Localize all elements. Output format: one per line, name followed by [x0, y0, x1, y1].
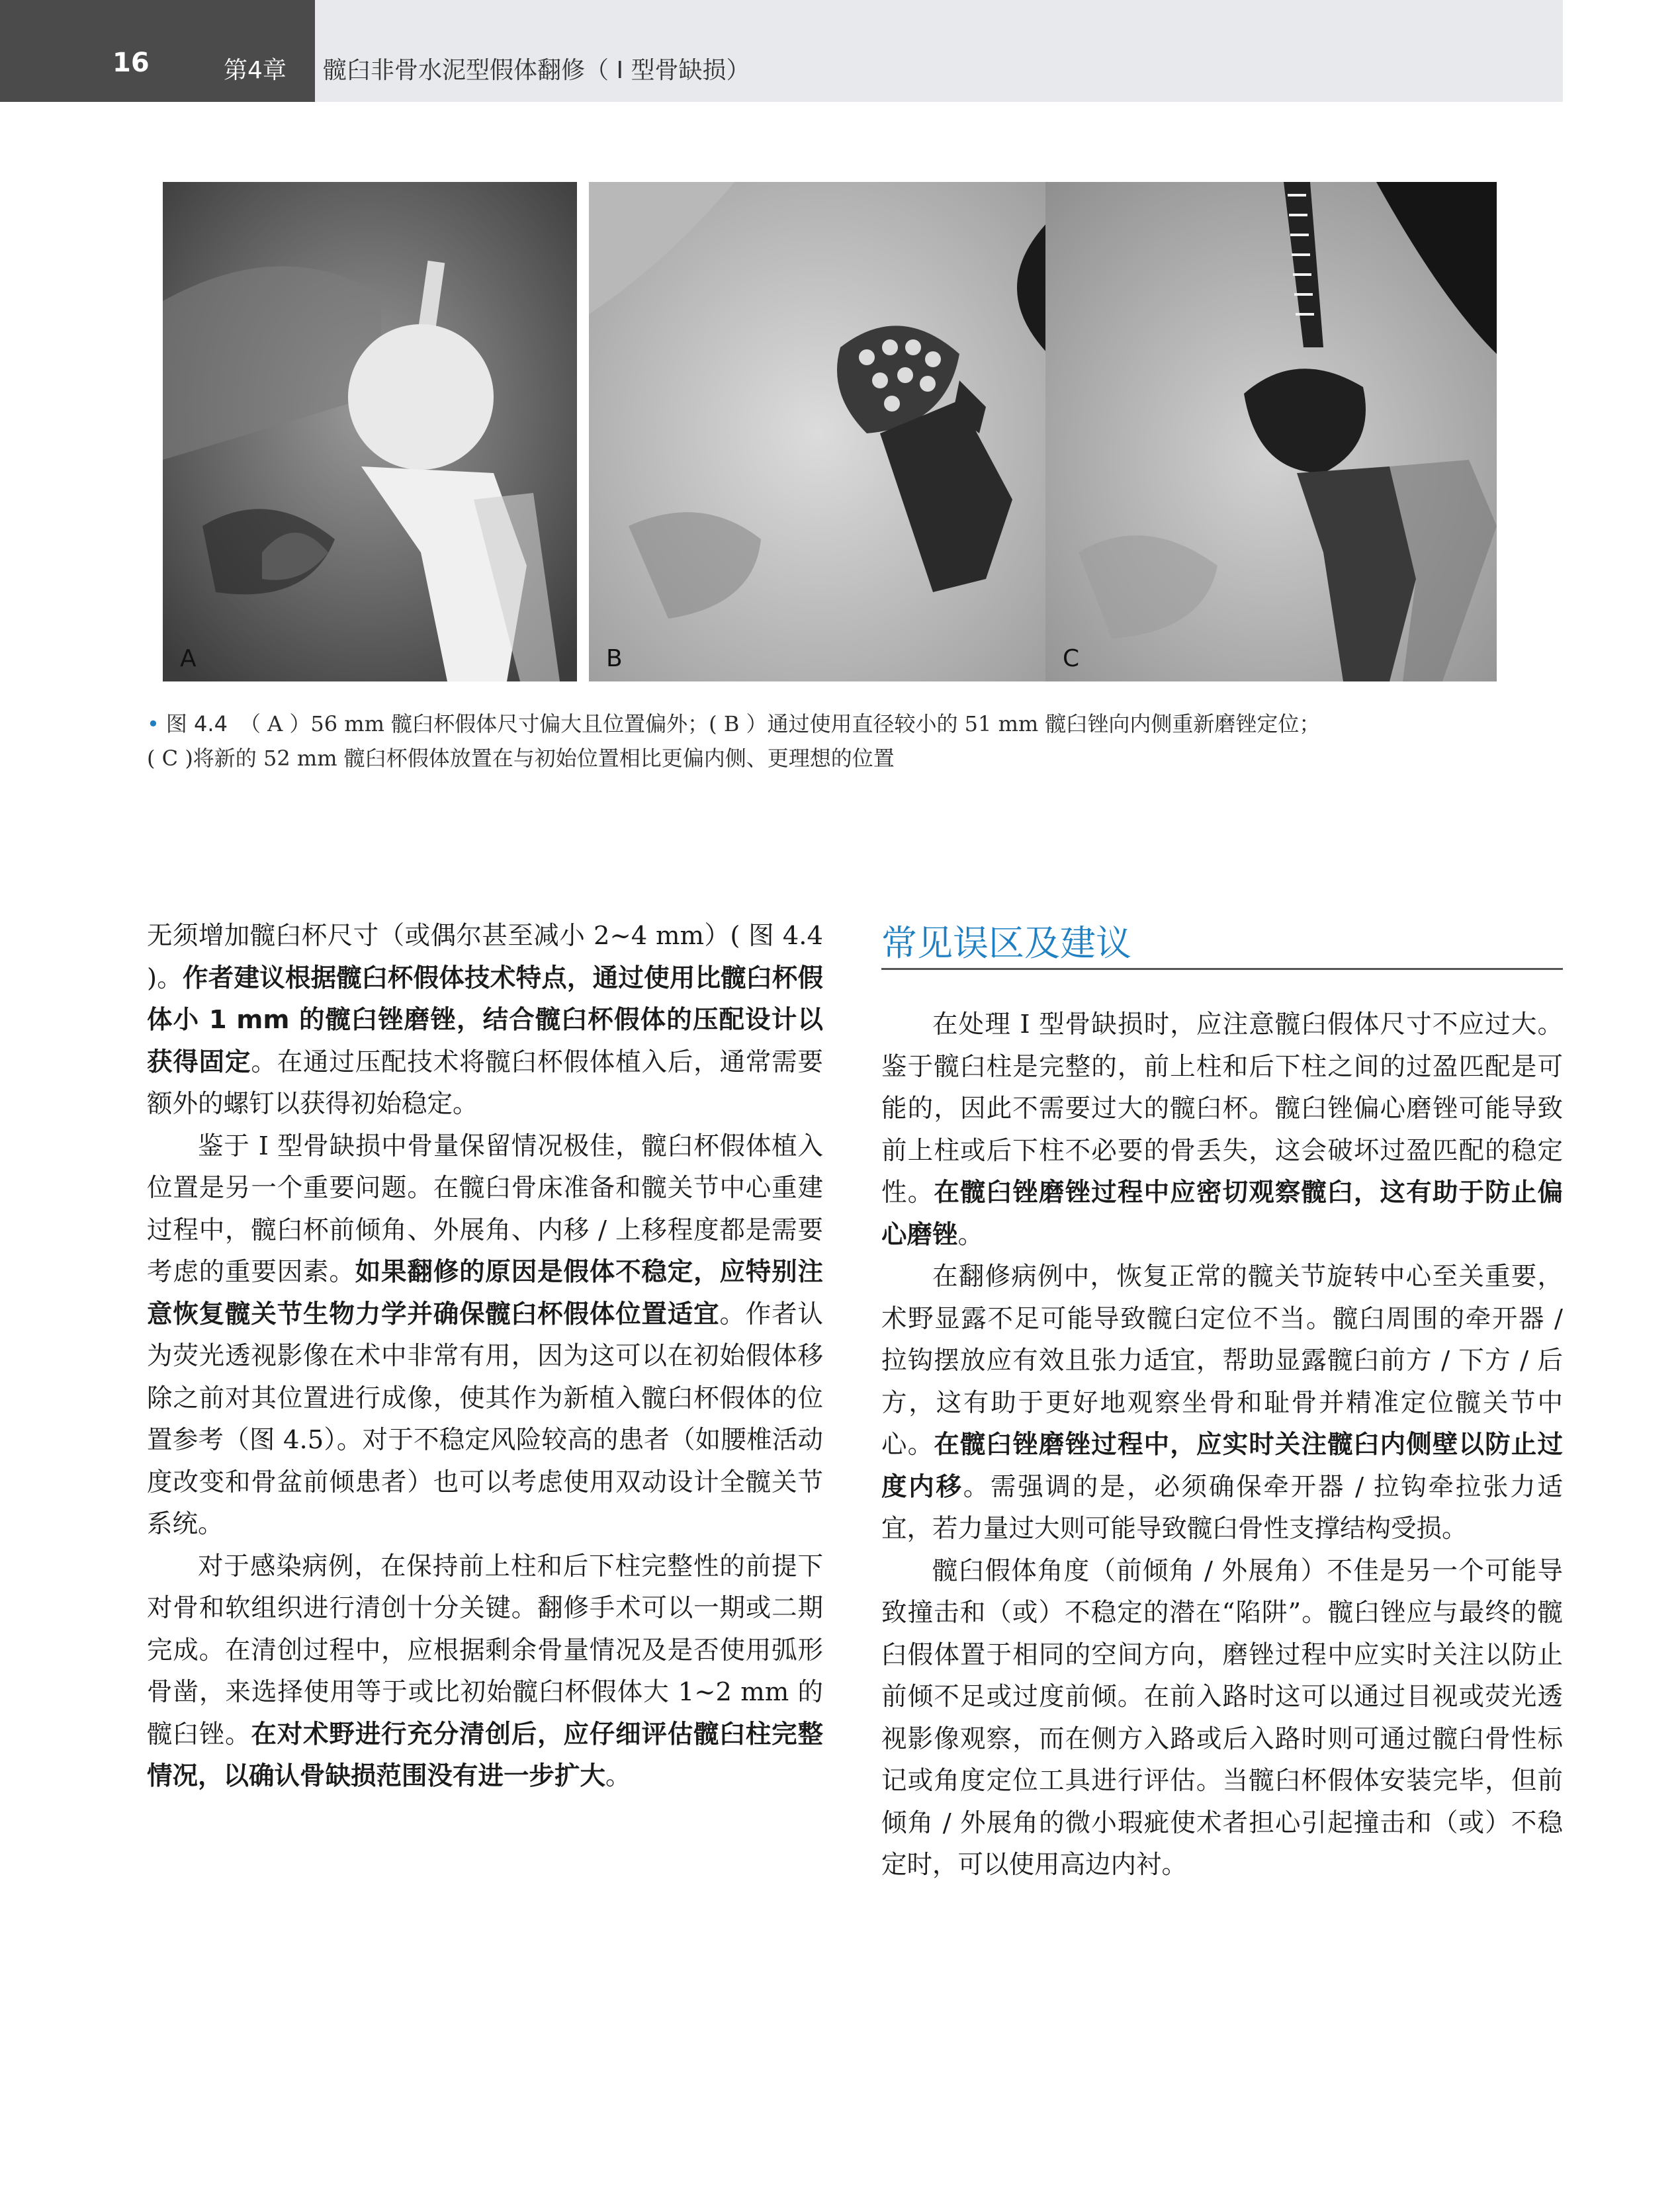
right-paragraph-1	[881, 1004, 1563, 1256]
left-paragraph-2	[147, 1125, 823, 1546]
text-run: 鉴于 I 型骨缺损中骨量保留情况极佳，髋臼杯假体植入位置是另一个重要问题。在髋臼骨床准备和髋关节中心重建过程中，髋臼杯前倾角、外展角、内移 / 上移程度都是需要考虑的重要因素。	[147, 1131, 823, 1287]
bold-text-run: 在对术野进行充分清创后，应仔细评估髋臼柱完整情况，以确认骨缺损范围没有进一步扩大	[147, 1719, 823, 1791]
panel-label: B	[606, 645, 623, 672]
section-title: 常见误区及建议	[881, 915, 1563, 970]
bold-text-run: 如果翻修的原因是假体不稳定，应特别注意恢复髋关节生物力学并确保髋臼杯假体位置适宜	[147, 1257, 823, 1329]
text-run: 在翻修病例中，恢复正常的髋关节旋转中心至关重要，术野显露不足可能导致髋臼定位不当。髋臼周围的牵开器 / 拉钩摆放应有效且张力适宜，帮助显露髋臼前方 / 下方 / 后方，这有助于更好地观察坐骨和耻骨并精准定位髋关节中心。	[881, 1262, 1563, 1460]
text-run: 对于感染病例，在保持前上柱和后下柱完整性的前提下对骨和软组织进行清创十分关键。翻修手术可以一期或二期完成。在清创过程中，应根据剩余骨量情况及是否使用弧形骨凿，来选择使用等于或比初始髋臼杯假体大 1~2 mm 的髋臼锉。	[147, 1551, 823, 1749]
left-paragraph-3	[147, 1546, 823, 1798]
text-run: 。作者认为荧光透视影像在术中非常有用，因为这可以在初始假体移除之前对其位置进行成像，使其作为新植入髋臼杯假体的位置参考（图 4.5）。对于不稳定风险较高的患者（如腰椎活动度改变和骨盆前倾患者）也可以考虑使用双动设计全髋关节系统。	[147, 1299, 823, 1539]
text-run: 。需强调的是，必须确保牵开器 / 拉钩牵拉张力适宜，若力量过大则可能导致髋臼骨性支撑结构受损。	[881, 1471, 1563, 1544]
right-paragraph-2	[881, 1256, 1563, 1550]
panel-label: A	[180, 645, 197, 672]
text-run: 在处理 I 型骨缺损时，应注意髋臼假体尺寸不应过大。鉴于髋臼柱是完整的，前上柱和后下柱之间的过盈匹配是可能的，因此不需要过大的髋臼杯。髋臼锉偏心磨锉可能导致前上柱或后下柱不必要的骨丢失，这会破坏过盈匹配的稳定性。	[881, 1010, 1563, 1207]
figure-panel-c	[1045, 182, 1497, 681]
xray-acetabular-reamer-icon	[589, 182, 1048, 681]
bold-text-run: 在髋臼锉磨锉过程中应密切观察髋臼，这有助于防止偏心磨锉	[881, 1178, 1563, 1250]
xray-hip-cup-medial-icon	[1045, 182, 1497, 681]
bullet-icon: •	[147, 711, 159, 736]
right-paragraph-3: 髋臼假体角度（前倾角 / 外展角）不佳是另一个可能导致撞击和（或）不稳定的潜在“陷阱”。髋臼锉应与最终的髋臼假体置于相同的空间方向，磨锉过程中应实时关注以防止前倾不足或过度前倾。在前入路时这可以通过目视或荧光透视影像观察，而在侧方入路或后入路时则可通过髋臼骨性标记或角度定位工具进行评估。当髋臼杯假体安装完毕，但前倾角 / 外展角的微小瑕疵使术者担心引起撞击和（或）不稳定时，可以使用高边内衬。	[881, 1555, 1563, 1880]
right-column	[881, 1004, 1563, 1886]
text-run: 无须增加髋臼杯尺寸（或偶尔甚至减小 2~4 mm）( 图 4.4 )。	[147, 921, 823, 993]
panel-label: C	[1063, 645, 1080, 672]
chapter-label: 第4章	[224, 57, 287, 84]
caption-figure-number: 图 4.4	[165, 711, 228, 736]
running-title: 髋臼非骨水泥型假体翻修（ I 型骨缺损）	[323, 57, 750, 84]
xray-hip-implant-icon	[163, 182, 577, 681]
header-chapter-block	[0, 0, 315, 102]
header-title-band	[315, 0, 1563, 102]
text-run: 。在通过压配技术将髋臼杯假体植入后，通常需要额外的螺钉以获得初始稳定。	[147, 1047, 823, 1119]
figure-panel-b	[589, 182, 1048, 681]
figure-caption	[147, 707, 1563, 775]
figure-panel-a	[163, 182, 577, 681]
caption-text-1: （ A ）56 mm 髋臼杯假体尺寸偏大且位置偏外；( B ）通过使用直径较小的 51 mm 髋臼锉向内侧重新磨锉定位；	[239, 711, 1321, 736]
bold-text-run: 在髋臼锉磨锉过程中，应实时关注髋臼内侧壁以防止过度内移	[881, 1430, 1563, 1502]
left-paragraph-1	[147, 915, 823, 1125]
text-run: 。	[605, 1761, 631, 1791]
text-run: 。	[957, 1219, 984, 1250]
page-number: 16	[112, 48, 150, 78]
bold-text-run: 作者建议根据髋臼杯假体技术特点，通过使用比髋臼杯假体小 1 mm 的髋臼锉磨锉，结合髋臼杯假体的压配设计以获得固定	[147, 963, 823, 1077]
caption-line-2: ( C )将新的 52 mm 髋臼杯假体放置在与初始位置相比更偏内侧、更理想的位置	[147, 746, 895, 771]
caption-line-1	[147, 707, 1563, 741]
left-column	[147, 915, 823, 1798]
